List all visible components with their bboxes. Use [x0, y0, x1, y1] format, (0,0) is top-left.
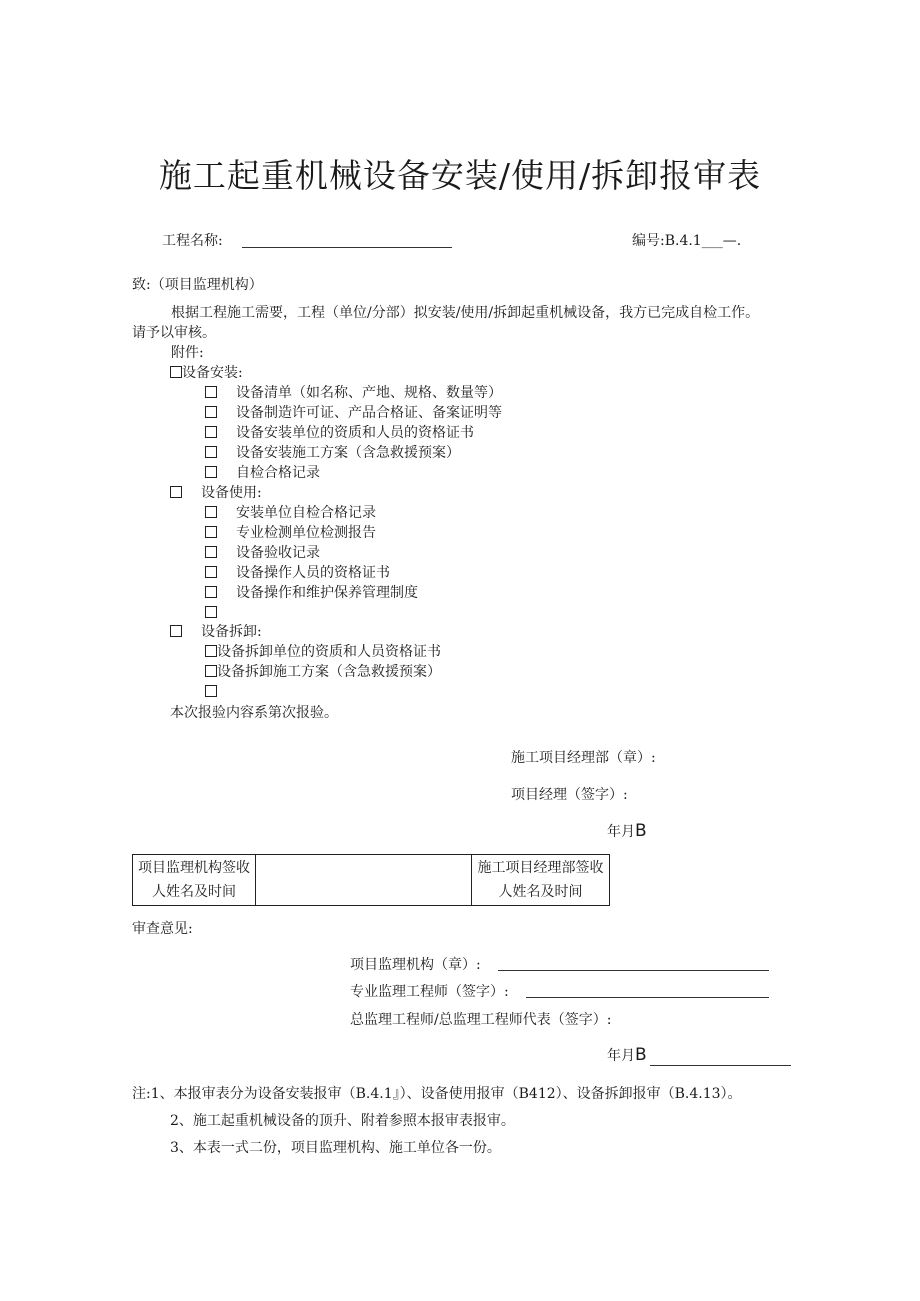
- install-item-label: 设备制造许可证、产品合格证、备案证明等: [236, 405, 502, 421]
- specialist-engineer-sign-field[interactable]: [526, 997, 769, 998]
- use-item-label: 设备验收记录: [236, 545, 320, 561]
- contractor-receipt-label-line2: 人姓名及时间: [498, 884, 583, 900]
- supervisor-receipt-label-line2: 人姓名及时间: [152, 884, 236, 900]
- supervisor-receipt-label-line1: 项目监理机构签收: [138, 860, 250, 876]
- dismantle-group: [170, 623, 262, 641]
- install-item-label: 自检合格记录: [236, 465, 320, 481]
- install-item-label: 设备安装单位的资质和人员的资格证书: [236, 425, 474, 441]
- chief-engineer-sign-label: 总监理工程师/总监理工程师代表（签字）:: [350, 1012, 612, 1028]
- install-item-checkbox[interactable]: [205, 446, 217, 458]
- use-item-label: 设备操作和维护保养管理制度: [236, 585, 418, 601]
- specialist-engineer-sign-label: 专业监理工程师（签字）:: [350, 984, 509, 1000]
- use-item: [205, 504, 376, 522]
- dismantle-item-label: 设备拆卸施工方案（含急救援预案）: [217, 664, 441, 680]
- dismantle-checkbox[interactable]: [170, 625, 182, 637]
- install-item-label: 设备清单（如名称、产地、规格、数量等）: [236, 385, 502, 401]
- dismantle-item-label: 设备拆卸单位的资质和人员资格证书: [217, 644, 441, 660]
- review-date: [607, 1046, 647, 1065]
- project-name-label: 工程名称:: [162, 233, 223, 249]
- install-item: [205, 464, 320, 482]
- use-item-label: 设备操作人员的资格证书: [236, 565, 390, 581]
- use-item-label: 专业检测单位检测报告: [236, 525, 376, 541]
- dismantle-item-checkbox[interactable]: [205, 665, 217, 677]
- project-name-field[interactable]: [242, 247, 452, 248]
- form-title: 施工起重机械设备安装/使用/拆卸报审表: [158, 156, 762, 195]
- install-group: [170, 364, 243, 382]
- install-item-checkbox[interactable]: [205, 466, 217, 478]
- install-item: [205, 424, 474, 442]
- addressee-line: 致:（项目监理机构）: [132, 277, 263, 293]
- review-date-day: B: [635, 1045, 647, 1065]
- contractor-receipt-label-cell: [472, 855, 610, 906]
- review-date-year-month: 年月: [607, 1048, 635, 1064]
- install-item: [205, 404, 502, 422]
- use-item: [205, 564, 390, 582]
- use-item: [205, 584, 418, 602]
- request-paragraph-line1: 根据工程施工需要，工程（单位/分部）拟安装/使用/拆卸起重机械设备，我方已完成自检工作。: [171, 305, 760, 321]
- install-item-checkbox[interactable]: [205, 426, 217, 438]
- dismantle-item-checkbox[interactable]: [205, 645, 217, 657]
- review-opinion-label: 审查意见:: [132, 921, 193, 937]
- use-item: [205, 524, 376, 542]
- use-label: 设备使用:: [201, 485, 262, 501]
- review-date-field[interactable]: [650, 1065, 791, 1066]
- supervisor-org-seal-field[interactable]: [498, 970, 769, 971]
- supervisor-receipt-label-cell: [133, 855, 256, 906]
- install-checkbox[interactable]: [170, 366, 182, 378]
- install-item: [205, 444, 460, 462]
- supervisor-receipt-value-cell[interactable]: [256, 855, 472, 906]
- contractor-date-year-month: 年月: [607, 824, 635, 840]
- use-item-checkbox[interactable]: [205, 526, 217, 538]
- request-paragraph-line2: 请予以审核。: [132, 325, 216, 341]
- use-item-checkbox[interactable]: [205, 566, 217, 578]
- form-code: 编号:B.4.1___—.: [632, 233, 742, 249]
- install-item-checkbox[interactable]: [205, 406, 217, 418]
- receipt-table: [132, 854, 610, 906]
- use-item-label: 安装单位自检合格记录: [236, 505, 376, 521]
- use-group: [170, 484, 262, 502]
- use-item-checkbox[interactable]: [205, 546, 217, 558]
- use-item-checkbox[interactable]: [205, 506, 217, 518]
- note-line-3: 3、本表一式二份，项目监理机构、施工单位各一份。: [170, 1140, 501, 1156]
- project-manager-sign-label: 项目经理（签字）:: [511, 787, 628, 803]
- contractor-date: [607, 822, 647, 841]
- report-count-line: 本次报验内容系第次报验。: [170, 705, 338, 721]
- attachments-label: 附件:: [171, 345, 204, 361]
- install-item: [205, 384, 502, 402]
- install-item-checkbox[interactable]: [205, 386, 217, 398]
- dismantle-label: 设备拆卸:: [201, 624, 262, 640]
- use-item: [205, 544, 320, 562]
- dismantle-item: [205, 683, 217, 701]
- install-item-label: 设备安装施工方案（含急救援预案）: [236, 445, 460, 461]
- dismantle-item-checkbox[interactable]: [205, 685, 217, 697]
- contractor-dept-seal-label: 施工项目经理部（章）:: [511, 750, 656, 766]
- note-line-2: 2、施工起重机械设备的顶升、附着参照本报审表报审。: [170, 1113, 515, 1129]
- install-label: 设备安装:: [182, 365, 243, 381]
- contractor-date-day: B: [635, 821, 647, 841]
- use-item-checkbox[interactable]: [205, 586, 217, 598]
- use-item: [205, 604, 236, 622]
- dismantle-item: [205, 643, 441, 661]
- supervisor-org-seal-label: 项目监理机构（章）:: [350, 957, 481, 973]
- use-checkbox[interactable]: [170, 486, 182, 498]
- dismantle-item: [205, 663, 441, 681]
- use-item-checkbox[interactable]: [205, 606, 217, 618]
- note-line-1: 注:1、本报审表分为设备安装报审（B.4.1』）、设备使用报审（B412）、设备拆卸报审（B.4.13）。: [132, 1086, 742, 1102]
- contractor-receipt-label-line1: 施工项目经理部签收: [477, 860, 604, 876]
